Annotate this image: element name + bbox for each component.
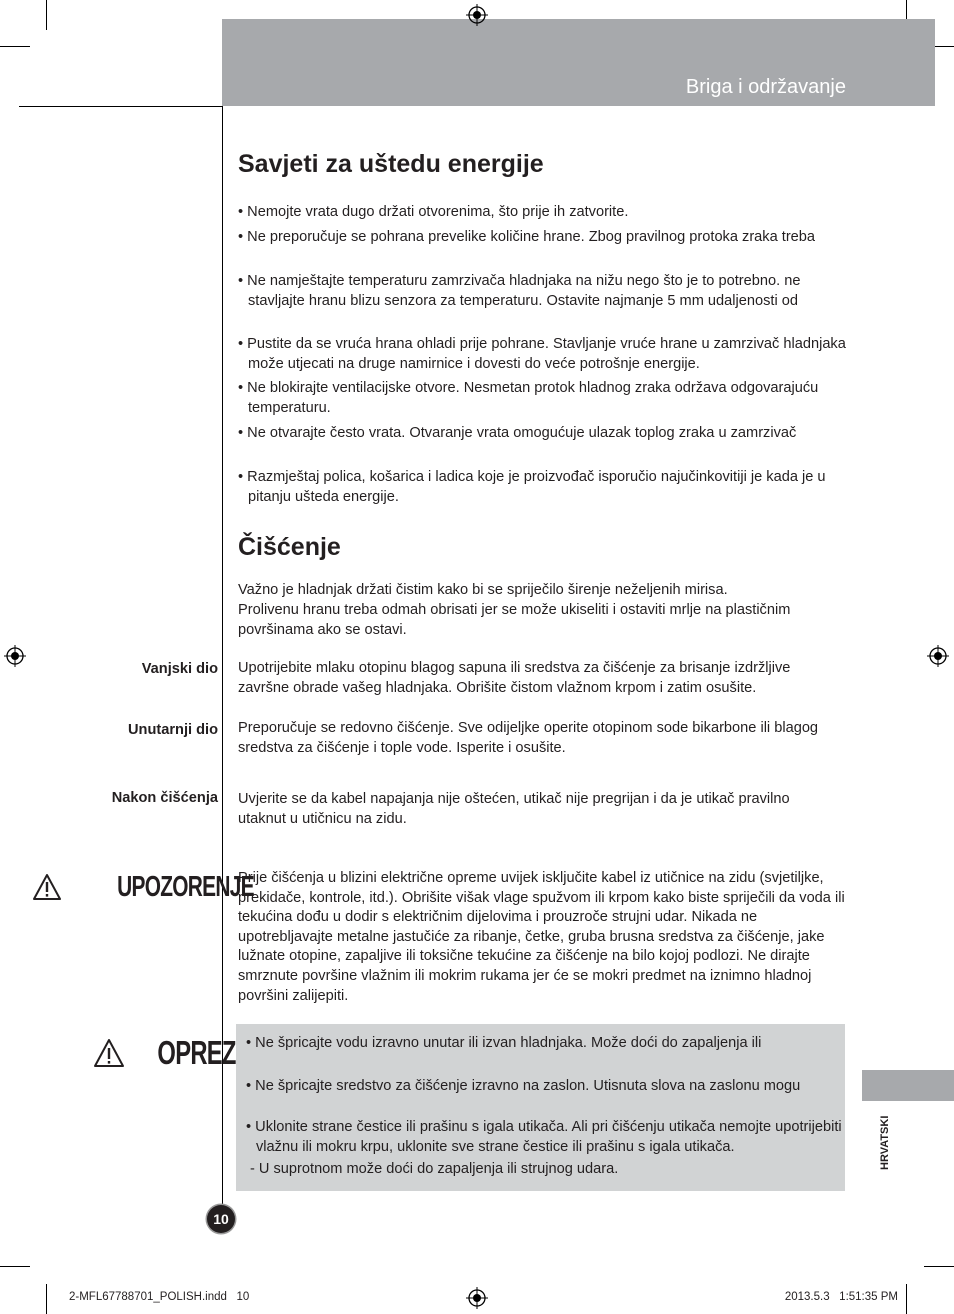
energy-bullet: • Ne preporučuje se pohrana prevelike količine hrane. Zbog pravilnog protoka zraka treba <box>238 229 816 245</box>
crop-mark <box>924 1266 954 1267</box>
registration-mark-icon <box>466 4 488 26</box>
cleaning-heading: Čišćenje <box>238 533 341 561</box>
cleaning-intro: Važno je hladnjak držati čistim kako bi se spriječilo širenje neželjenih mirisa. <box>238 582 728 598</box>
caution-note: - U suprotnom može doći do zapaljenja ili strujnog udara. <box>250 1161 619 1177</box>
crop-mark <box>0 46 30 47</box>
divider <box>19 106 222 107</box>
inner-part-label: Unutarnji dio <box>128 722 218 738</box>
language-label <box>870 1108 900 1170</box>
warning-triangle-icon <box>32 873 62 901</box>
energy-bullet: • Pustite da se vruća hrana ohladi prije pohrane. Stavljanje vruće hrane u zamrzivač hladnjaka može utjecati na druge namirnice i dovesti do veće potrošnje energije. <box>238 336 846 372</box>
energy-bullet: • Ne blokirajte ventilacijske otvore. Nesmetan protok hladnog zraka održava odgovarajuću temperaturu. <box>238 380 819 416</box>
energy-bullet: • Razmještaj polica, košarica i ladica koje je proizvođač isporučio najučinkovitiji je kada je u pitanju ušteda energije. <box>238 469 826 505</box>
registration-mark-icon <box>4 645 26 667</box>
warning-label <box>32 870 254 904</box>
caution-bullet: • Ne špricajte sredstvo za čišćenje izravno na zaslon. Utisnuta slova na zaslonu mogu <box>246 1078 801 1094</box>
warning-triangle-icon <box>93 1038 125 1068</box>
outer-part-text: Upotrijebite mlaku otopinu blagog sapuna ili sredstva za čišćenje za brisanje izdržljive završne obrade vašeg hladnjaka. Obrišite čistom vlažnom krpom i zatim osušite. <box>238 660 791 696</box>
caution-title: OPREZ <box>157 1034 236 1071</box>
crop-mark <box>46 0 47 30</box>
language-tab <box>862 1070 954 1101</box>
footer-timestamp: 2013.5.3 1:51:35 PM <box>784 1291 898 1303</box>
page-number: 10 <box>207 1205 235 1233</box>
after-cleaning-label: Nakon čišćenja <box>111 790 218 806</box>
section-title: Briga i održavanje <box>685 76 846 98</box>
caution-bullet: • Ne špricajte vodu izravno unutar ili izvan hladnjaka. Može doći do zapaljenja ili <box>246 1035 762 1051</box>
crop-mark <box>46 1284 47 1314</box>
registration-mark-icon <box>466 1287 488 1309</box>
energy-bullet: • Ne namještajte temperaturu zamrzivača hladnjaka na nižu nego što je to potrebno. ne stavljajte hranu blizu senzora za temperaturu. Ostavite najmanje 5 mm udaljenosti od <box>238 273 801 309</box>
caution-bullet: • Uklonite strane čestice ili prašinu s igala utikača. Ali pri čišćenju utikača nemojte upotrijebiti vlažnu ili mokru krpu, uklonite sve strane čestice ili prašinu s igala utikača. <box>246 1119 842 1155</box>
warning-text: Prije čišćenja u blizini električne opreme uvijek isključite kabel iz utičnice na zidu (svjetiljke, prekidače, kontrole, itd.). Obrišite višak vlage spužvom ili krpom kako biste spriječili da voda ili tekućina dođu u dodir s električnim dijelovima i prouzroče strujni udar. Nikada ne upotrebljavajte metalne jastučiće za ribanje, četke, gruba brusna sredstva za čišćenje, jake lužnate otopine, zapaljive ili toksične tekućine za čišćenje na bilo kojoj podlozi. Ne dirajte smrznute površine vlažnim ili mokrim rukama jer će se mokri predmet na iznimno hladnoj površini zalijepiti. <box>238 870 845 1004</box>
warning-title: UPOZORENJE <box>117 870 254 903</box>
outer-part-label: Vanjski dio <box>141 661 218 677</box>
footer-file: 2-MFL67788701_POLISH.indd 10 <box>69 1291 250 1303</box>
crop-mark <box>906 1284 907 1314</box>
energy-bullet: • Nemojte vrata dugo držati otvorenima, što prije ih zatvorite. <box>238 204 629 220</box>
caution-label <box>93 1033 236 1073</box>
after-cleaning-text: Uvjerite se da kabel napajanja nije oštećen, utikač nije pregrijan i da je utikač pravilno utaknut u utičnicu na zidu. <box>238 791 790 827</box>
registration-mark-icon <box>927 645 949 667</box>
cleaning-intro: Prolivenu hranu treba odmah obrisati jer se može ukiseliti i ostaviti mrlje na plastičnim površinama ako se ostavi. <box>238 602 791 638</box>
language-label-text: HRVATSKI <box>879 1115 891 1170</box>
energy-heading: Savjeti za uštedu energije <box>238 150 544 178</box>
inner-part-text: Preporučuje se redovno čišćenje. Sve odijeljke operite otopinom sode bikarbone ili blagog sredstva za čišćenje i tople vode. Isperite i osušite. <box>238 720 819 756</box>
energy-bullet: • Ne otvarajte često vrata. Otvaranje vrata omogućuje ulazak toplog zraka u zamrzivač <box>238 425 797 441</box>
crop-mark <box>0 1266 30 1267</box>
